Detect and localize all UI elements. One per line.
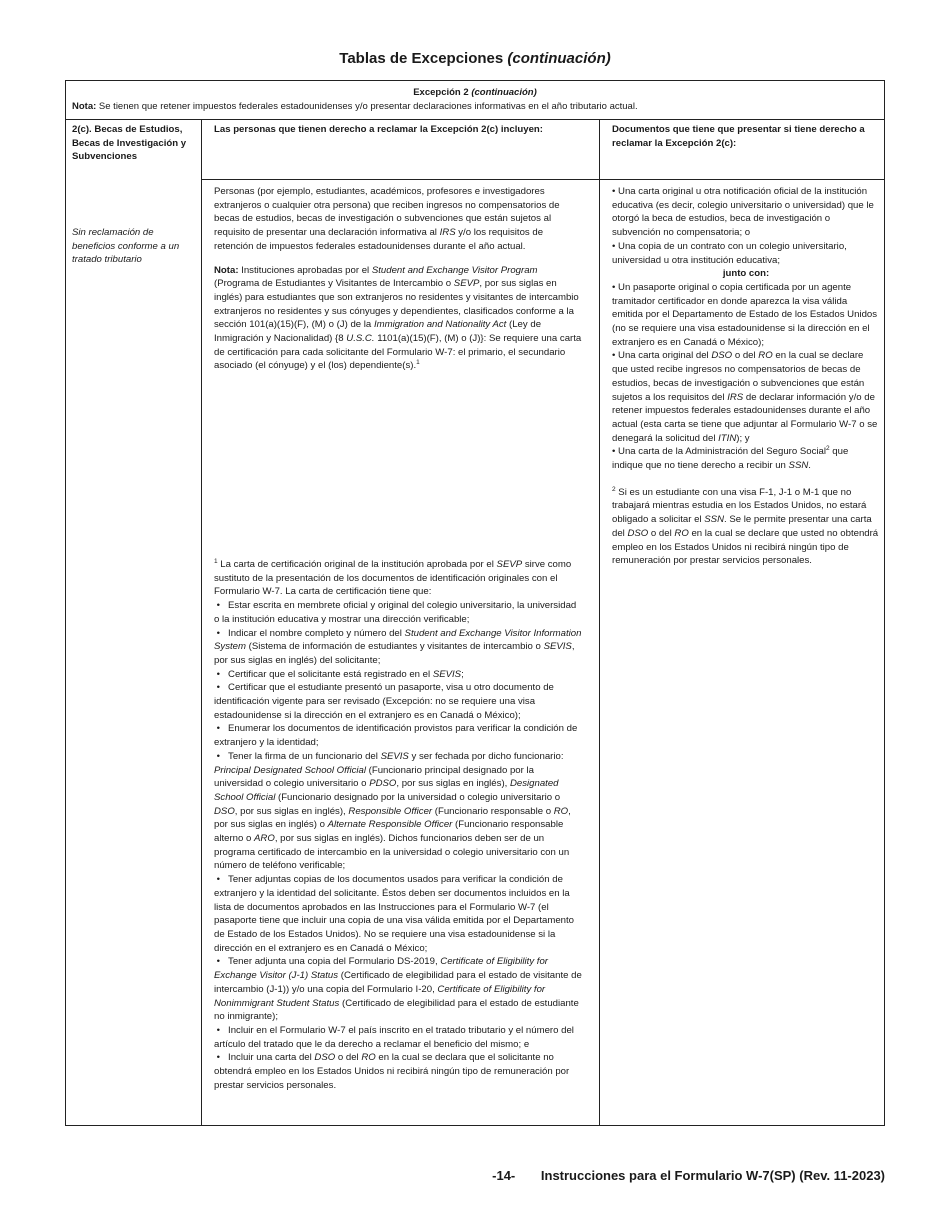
text: Instituciones aprobadas por el: [238, 264, 372, 276]
text: RO: [674, 527, 689, 539]
documents-heading: Documentos que tiene que presentar si tiene derecho a reclamar la Excepción 2(c):: [612, 124, 865, 149]
text: Personas (por ejemplo, estudiantes, académicos, profesores e investigadores extranjeros o cualquier otra persona) que reciben ingresos no compensatorios de becas de estudios, becas de investigación o subvenciones que están sujetos al requisito de presentar una declaración informativa al: [214, 186, 560, 239]
text: o del: [648, 527, 675, 539]
text: Certificar que el estudiante presentó un pasaporte, visa u otro documento de identificación vigente para ser revisado (Excepción: no se requiere una visa estadounidense si la dirección en el extranjero es en Canadá o México);: [214, 682, 554, 721]
eligible-heading: Las personas que tienen derecho a reclamar la Excepción 2(c) incluyen:: [214, 124, 543, 135]
text: ITIN: [718, 432, 737, 444]
text: Alternate Responsible Officer: [327, 819, 453, 831]
text: (Certificado de elegibilidad para el estado de visitante de intercambio (J-1)) y/o una copia del Formulario I-20,: [214, 970, 582, 995]
list-item: • Incluir en el Formulario W-7 el país inscrito en el tratado tributario y el número del artículo del tratado que le da derecho a reclamar el beneficio del mismo; e: [214, 1024, 574, 1050]
text: Tener adjunta una copia del Formulario DS-2019,: [228, 956, 441, 968]
form-title: Instrucciones para el Formulario W-7(SP) (Rev. 11-2023): [540, 1168, 885, 1183]
list-item: • Estar escrita en membrete oficial y original del colegio universitario, la universidad o la institución educativa y mostrar una dirección verificable;: [214, 600, 577, 625]
page-title-suffix: (continuación): [507, 50, 611, 67]
text: , por sus siglas en inglés) del solicitante;: [214, 641, 575, 666]
page-title-text: Tablas de Excepciones: [339, 50, 504, 67]
text: .: [808, 460, 811, 472]
row-divider: [201, 179, 884, 180]
text: , por sus siglas en inglés),: [396, 778, 510, 790]
text: SSN: [704, 514, 724, 526]
list-item: • Tener la firma de un funcionario del SEVIS y ser fechada por dicho funcionario: Principal Designated School Official (Funcionario principal designado por la universidad o colegio universitario o PDSO, por sus siglas en inglés), Designated School Official (Funcionario designado por la universidad o colegio universitario o DSO, por sus siglas en inglés), Responsible Officer (Funcionario responsable o RO, por sus siglas en inglés) o Alternate Responsible Officer (Funcionario responsable alterno o ARO, por sus siglas en inglés). Dichos funcionarios deben ser de un programa certificado de intercambio en la universidad o colegio universitario con un número de teléfono verificable;: [214, 750, 571, 872]
text: , por sus siglas en inglés) o: [214, 805, 571, 831]
list-item: • Certificar que el estudiante presentó un pasaporte, visa u otro documento de identificación vigente para ser revisado (Excepción: no se requiere una visa estadounidense si la dirección en el extranjero es en Canadá o México);: [214, 682, 554, 721]
text: en la cual se declare que usted recibe ingresos no compensatorios de becas de estudios, becas de investigación o subvenciones que están sujetos a los requisitos del: [612, 350, 865, 403]
text: ); y: [736, 432, 750, 444]
text: SSN: [788, 460, 809, 472]
exception-type-heading: 2(c). Becas de Estudios, Becas de Investigación y Subvenciones: [72, 124, 187, 163]
text: RO: [553, 805, 569, 817]
exception-type-sub: Sin reclamación de beneficios conforme a un tratado tributario: [72, 227, 180, 266]
table-header: [66, 81, 884, 120]
text: U.S.C.: [346, 333, 375, 345]
footnote-intro: [214, 558, 584, 599]
text: Enumerar los documentos de identificación provistos para verificar la condición de extranjero y la identidad;: [214, 723, 578, 749]
text: (Sistema de información de estudiantes y visitantes de intercambio o: [246, 641, 544, 653]
text: SEVP: [496, 559, 523, 570]
page-footer: [492, 1168, 885, 1183]
list-item: • Certificar que el solicitante está registrado en el SEVIS;: [214, 668, 464, 680]
page-number: -14-: [492, 1168, 516, 1183]
note-label: Nota:: [214, 264, 239, 276]
text: DSO: [627, 527, 649, 539]
text: • Una carta de la Administración del Seguro Social: [612, 446, 827, 458]
text: Indicar el nombre completo y número del: [228, 627, 405, 639]
text: o del: [732, 350, 759, 362]
text: (Funcionario designado por la universidad o colegio universitario o: [275, 791, 561, 803]
exception-note: [72, 101, 884, 112]
text: (Funcionario responsable o: [432, 805, 554, 817]
list-item: [612, 445, 880, 472]
text: DSO: [711, 350, 733, 362]
text: ARO: [254, 833, 275, 845]
text: . Se le permite presentar una carta del: [612, 514, 872, 539]
list-item: [612, 349, 880, 445]
exception-caption-text: Excepción 2: [413, 87, 469, 98]
page-title: [0, 50, 950, 67]
text: en la cual se declara que el solicitante no obtendrá empleo en los Estados Unidos ni recibirá ningún tipo de remuneración por prestar servicios personales.: [214, 1052, 570, 1091]
column-divider: [599, 119, 600, 1125]
text: sirve como sustituto de la presentación de los documentos de identificación originales con el Formulario W-7. La carta de certificación tiene que:: [214, 559, 572, 598]
exceptions-table: [65, 80, 885, 1126]
text: (Certificado de elegibilidad para el estado de estudiante no inmigrante);: [214, 997, 579, 1023]
documents-list: [612, 185, 880, 568]
text: Designated School Official: [214, 778, 559, 803]
text: DSO: [214, 805, 235, 817]
list-item: • Incluir una carta del DSO o del RO en la cual se declara que el solicitante no obtendrá empleo en los Estados Unidos ni recibirá ningún tipo de remuneración por prestar servicios personales.: [214, 1052, 570, 1091]
footnote-1: [214, 558, 584, 1092]
text: Tener adjuntas copias de los documentos usados para verificar la condición de extranjero y la identidad del solicitante. Éstos deben ser documentos incluidos en la lista de documentos aprobados en las Instrucciones para el Formulario W-7 (el pasaporte tiene que incluir una copia de una visa válida emitida por el Departamento de Estado de los Estados Unidos). No se requiere una visa estadounidense si la dirección en el extranjero es en Canadá o México;: [214, 874, 574, 954]
text: PDSO: [369, 778, 397, 790]
text: ;: [461, 668, 464, 680]
text: Estar escrita en membrete oficial y original del colegio universitario, la universidad o la institución educativa y mostrar una dirección verificable;: [214, 600, 577, 625]
list-item: • Indicar el nombre completo y número del Student and Exchange Visitor Information System (Sistema de información de estudiantes y visitantes de intercambio o SEVIS, por sus siglas en inglés) del solicitante;: [214, 627, 582, 666]
footnote-mark: 2: [612, 485, 616, 493]
footnote-ref: 1: [416, 359, 420, 367]
list-item: • Una copia de un contrato con un colegio universitario, universidad u otra institución educativa;: [612, 240, 847, 266]
text: RO: [758, 350, 773, 362]
text: en la cual se declare que usted no obtendrá empleo en los Estados Unidos ni recibirá ningún tipo de remuneración por prestar servicios personales.: [612, 527, 879, 567]
text: Incluir una carta del: [228, 1052, 315, 1064]
sevp-note: [214, 264, 584, 374]
text: Incluir en el Formulario W-7 el país inscrito en el tratado tributario y el número del artículo del tratado que le da derecho a reclamar el beneficio del mismo; e: [214, 1024, 574, 1050]
text: (Ley de Inmigración y Nacionalidad) {8: [214, 319, 542, 345]
note-text: Se tienen que retener impuestos federales estadounidenses y/o presentar declaraciones informativas en el año tributario actual.: [98, 101, 638, 112]
text: Responsible Officer: [348, 805, 433, 817]
text: DSO: [314, 1052, 336, 1064]
text: • Una carta original del: [612, 350, 712, 362]
text: , por sus siglas en inglés) para estudiantes que son extranjeros no residentes y visitantes de intercambio extranjeros no residentes y sus cónyuges y dependientes, clasificados conforme a la sección 101(a)(15)(F), (M) o (J) de la: [214, 278, 579, 331]
note-label: Nota:: [72, 101, 97, 112]
text: o del: [335, 1052, 362, 1064]
text: Certificate of Eligibility for Nonimmigrant Student Status: [214, 983, 546, 1009]
footnote-2: [612, 486, 880, 568]
text: Certificar que el solicitante está registrado en el: [228, 668, 433, 680]
text: Tener la firma de un funcionario del: [228, 750, 381, 762]
text: IRS: [727, 391, 744, 403]
list-item: • Enumerar los documentos de identificación provistos para verificar la condición de extranjero y la identidad;: [214, 723, 578, 749]
text: (Funcionario responsable alterno o: [214, 819, 564, 845]
text: La carta de certificación original de la institución aprobada por el: [217, 559, 497, 570]
list-item: • Una carta original u otra notificación oficial de la institución educativa (es decir, colegio universitario o universidad) que le otorgó la beca de estudios, beca de investigación o subvención no compensatoria; o: [612, 186, 874, 239]
text: Immigration and Nationality Act: [373, 319, 507, 331]
eligible-paragraph: [214, 185, 584, 254]
text: que indique que no tiene derecho a recibir un: [612, 446, 849, 472]
text: SEVIS: [380, 750, 409, 762]
text: RO: [361, 1052, 376, 1064]
footnote-ref: 2: [826, 445, 830, 453]
text: SEVP: [453, 278, 480, 290]
text: 1101(a)(15)(F), (M) o (J)}: Se requiere una carta de certificación para cada solicitante del Formulario W-7: el primario, el secundario asociado (el cónyuge) y el (los) dependiente(s).: [214, 333, 582, 372]
text: , por sus siglas en inglés),: [234, 805, 349, 817]
text: (Funcionario principal designado por la universidad o colegio universitario o: [214, 764, 534, 790]
text: de declarar información y/o de retener impuestos federales estadounidenses durante el año actual (esta carta se tiene que adjuntar al Formulario W-7 o se denegará la solicitud del: [612, 391, 878, 444]
text: , por sus siglas en inglés). Dichos funcionarios deben ser de un programa certificado de intercambio en la universidad o colegio universitario con un número de teléfono verificable;: [214, 833, 570, 872]
exception-caption: [66, 87, 884, 98]
list-item: • Tener adjunta una copia del Formulario DS-2019, Certificate of Eligibility for Exchange Visitor (J-1) Status (Certificado de elegibilidad para el estado de visitante de intercambio (J-1)) y/o una copia del Formulario I-20, Certificate of Eligibility for Nonimmigrant Student Status (Certificado de elegibilidad para el estado de estudiante no inmigrante);: [214, 956, 582, 1023]
text: IRS: [439, 227, 456, 239]
text: Certificate of Eligibility for Exchange Visitor (J-1) Status: [214, 956, 548, 982]
column-divider: [201, 119, 202, 1125]
text: Student and Exchange Visitor Program: [371, 264, 538, 276]
text: Student and Exchange Visitor Information System: [214, 627, 582, 653]
text: Si es un estudiante con una visa F-1, J-1 o M-1 que no trabajará mientras estudia en los Estados Unidos, no estará obligado a solicitar el: [612, 486, 867, 526]
text: SEVIS: [543, 641, 572, 653]
text: SEVIS: [432, 668, 462, 680]
text: y ser fechada por dicho funcionario:: [408, 750, 564, 762]
text: Principal Designated School Official: [214, 764, 366, 776]
exception-caption-suffix: (continuación): [471, 87, 537, 98]
list-item: • Tener adjuntas copias de los documentos usados para verificar la condición de extranjero y la identidad del solicitante. Éstos deben ser documentos incluidos en la lista de documentos aprobados en las Instrucciones para el Formulario W-7 (el pasaporte tiene que incluir una copia de una visa válida emitida por el Departamento de Estado de los Estados Unidos). No se requiere una visa estadounidense si la dirección en el extranjero es en Canadá o México;: [214, 874, 574, 954]
text: y/o los requisitos de retención de impuestos federales estadounidenses durante el año actual.: [214, 227, 544, 252]
eligible-description: [214, 185, 584, 373]
footnote-mark: 1: [214, 557, 218, 565]
text: (Programa de Estudiantes y Visitantes de Intercambio o: [214, 278, 454, 290]
list-item: • Un pasaporte original o copia certificada por un agente tramitador certificador en donde aparezca la visa válida emitida por el Departamento de Estado de los Estados Unidos (no se requiere una visa estadounidense si la dirección en el extranjero es en Canadá o México);: [612, 281, 878, 348]
junto-con-label: junto con:: [722, 268, 770, 280]
